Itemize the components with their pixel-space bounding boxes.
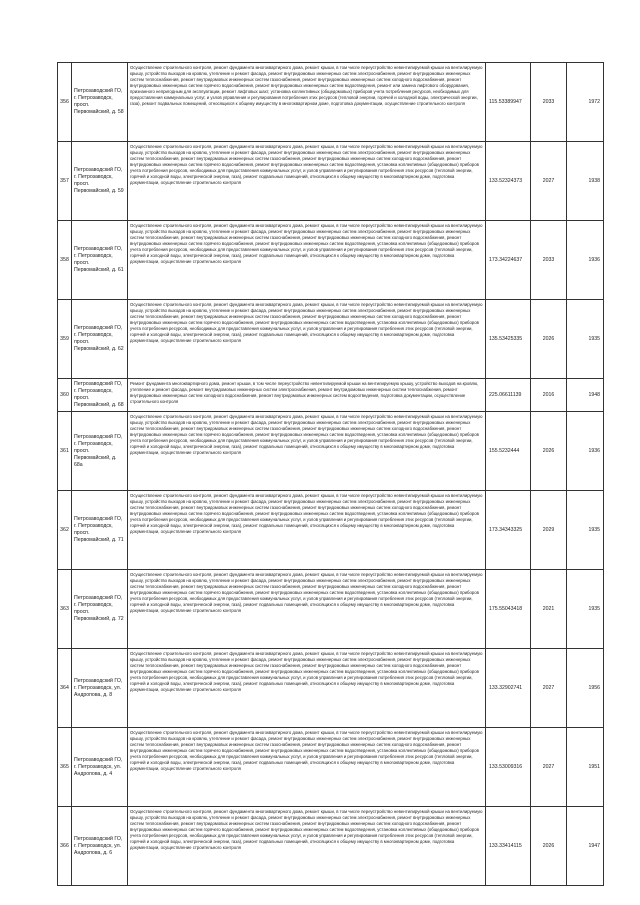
address-cell: Петрозаводский ГО, г. Петрозаводск, просп. Первомайский, д. 62 (72, 300, 128, 379)
planned-year-cell: 2026 (531, 807, 567, 886)
planned-year-cell: 2033 (531, 221, 567, 300)
table-row (58, 300, 604, 379)
address-cell: Петрозаводский ГО, г. Петрозаводск, просп. Первомайский, д. 59 (72, 142, 128, 221)
table-row (58, 412, 604, 491)
cost-value-cell: 115.53389947 (486, 63, 531, 142)
works-list-cell: Осуществление строительного контроля, ремонт фундамента многоквартирного дома, ремонт крыши, в том числе переустройство невентилируемой крыши на вентилируемую крышу, устройство выходов на кровлю, утепление и ремонт фасада, ремонт внутридомовых инженерных систем электроснабжения, ремонт внутридомовых инженерных систем теплоснабжения, ремонт внутридомовых инженерных систем газоснабжения, ремонт внутридомовых инженерных систем холодного водоснабжения, ремонт внутридомовых инженерных систем горячего водоснабжения, ремонт внутридомовых инженерных систем водоотведения, установка коллективных (общедомовых) приборов учета потребления ресурсов, необходимых для предоставления коммунальных услуг, и узлов управления и регулирования потребления этих ресурсов (тепловой энергии, горячей и холодной воды, электрической энергии, газа), ремонт подвальных помещений, относящихся к общему имуществу в многоквартирном доме, подготовка документации, осуществление строительного контроля (128, 221, 486, 300)
cost-value-cell: 225.06611139 (486, 379, 531, 412)
planned-year-cell: 2027 (531, 649, 567, 728)
build-year-cell: 1948 (567, 379, 604, 412)
works-list-cell: Осуществление строительного контроля, ремонт фундамента многоквартирного дома, ремонт крыши, в том числе переустройство невентилируемой крыши на вентилируемую крышу, устройство выходов на кровлю, утепление и ремонт фасада, ремонт внутридомовых инженерных систем электроснабжения, ремонт внутридомовых инженерных систем теплоснабжения, ремонт внутридомовых инженерных систем газоснабжения, ремонт внутридомовых инженерных систем холодного водоснабжения, ремонт внутридомовых инженерных систем горячего водоснабжения, ремонт внутридомовых инженерных систем водоотведения, установка коллективных (общедомовых) приборов учета потребления ресурсов, необходимых для предоставления коммунальных услуг, и узлов управления и регулирования потребления этих ресурсов (тепловой энергии, горячей и холодной воды, электрической энергии, газа), ремонт подвальных помещений, относящихся к общему имуществу в многоквартирном доме, подготовка документации, осуществление строительного контроля (128, 807, 486, 886)
cost-value-cell: 135.53425335 (486, 300, 531, 379)
planned-year-cell: 2029 (531, 491, 567, 570)
build-year-cell: 1951 (567, 728, 604, 807)
works-list-cell: Осуществление строительного контроля, ремонт фундамента многоквартирного дома, ремонт крыши, в том числе переустройство невентилируемой крыши на вентилируемую крышу, устройство выходов на кровлю, утепление и ремонт фасада, ремонт внутридомовых инженерных систем электроснабжения, ремонт внутридомовых инженерных систем теплоснабжения, ремонт внутридомовых инженерных систем газоснабжения, ремонт внутридомовых инженерных систем холодного водоснабжения, ремонт внутридомовых инженерных систем горячего водоснабжения, ремонт внутридомовых инженерных систем водоотведения, установка коллективных (общедомовых) приборов учета потребления ресурсов, необходимых для предоставления коммунальных услуг, и узлов управления и регулирования потребления этих ресурсов (тепловой энергии, горячей и холодной воды, электрической энергии, газа), ремонт подвальных помещений, относящихся к общему имуществу в многоквартирном доме, подготовка документации, осуществление строительного контроля (128, 491, 486, 570)
address-cell: Петрозаводский ГО, г. Петрозаводск, просп. Первомайский, д. 71 (72, 491, 128, 570)
row-number-cell: 358 (58, 221, 72, 300)
address-cell: Петрозаводский ГО, г. Петрозаводск, просп. Первомайский, д. 61 (72, 221, 128, 300)
works-list-cell: Осуществление строительного контроля, ремонт фундамента многоквартирного дома, ремонт крыши, в том числе переустройство невентилируемой крыши на вентилируемую крышу, устройство выходов на кровлю, утепление и ремонт фасада, ремонт внутридомовых инженерных систем электроснабжения, ремонт внутридомовых инженерных систем теплоснабжения, ремонт внутридомовых инженерных систем газоснабжения, ремонт внутридомовых инженерных систем холодного водоснабжения, ремонт внутридомовых инженерных систем горячего водоснабжения, ремонт внутридомовых инженерных систем водоотведения, установка коллективных (общедомовых) приборов учета потребления ресурсов, необходимых для предоставления коммунальных услуг, и узлов управления и регулирования потребления этих ресурсов (тепловой энергии, горячей и холодной воды, электрической энергии, газа), ремонт подвальных помещений, относящихся к общему имуществу в многоквартирном доме, подготовка документации, осуществление строительного контроля (128, 649, 486, 728)
planned-year-cell: 2027 (531, 142, 567, 221)
address-cell: Петрозаводский ГО, г. Петрозаводск, просп. Первомайский, д. 58 (72, 63, 128, 142)
row-number-cell: 362 (58, 491, 72, 570)
address-cell: Петрозаводский ГО, г. Петрозаводск, ул. Андропова, д. 4 (72, 728, 128, 807)
works-list-cell: Осуществление строительного контроля, ремонт фундамента многоквартирного дома, ремонт крыши, в том числе переустройство невентилируемой крыши на вентилируемую крышу, устройство выходов на кровлю, утепление и ремонт фасада, ремонт внутридомовых инженерных систем электроснабжения, ремонт внутридомовых инженерных систем теплоснабжения, ремонт внутридомовых инженерных систем газоснабжения, ремонт внутридомовых инженерных систем холодного водоснабжения, ремонт внутридомовых инженерных систем горячего водоснабжения, ремонт внутридомовых инженерных систем водоотведения, установка коллективных (общедомовых) приборов учета потребления ресурсов, необходимых для предоставления коммунальных услуг, и узлов управления и регулирования потребления этих ресурсов (тепловой энергии, горячей и холодной воды, электрической энергии, газа), ремонт подвальных помещений, относящихся к общему имуществу в многоквартирном доме, подготовка документации, осуществление строительного контроля (128, 142, 486, 221)
works-list-cell: Осуществление строительного контроля, ремонт фундамента многоквартирного дома, ремонт крыши, в том числе переустройство невентилируемой крыши на вентилируемую крышу, устройство выходов на кровлю, утепление и ремонт фасада, ремонт внутридомовых инженерных систем электроснабжения, ремонт внутридомовых инженерных систем теплоснабжения, ремонт внутридомовых инженерных систем газоснабжения, ремонт внутридомовых инженерных систем холодного водоснабжения, ремонт внутридомовых инженерных систем горячего водоснабжения, ремонт внутридомовых инженерных систем водоотведения, установка коллективных (общедомовых) приборов учета потребления ресурсов, необходимых для предоставления коммунальных услуг, и узлов управления и регулирования потребления этих ресурсов (тепловой энергии, горячей и холодной воды, электрической энергии, газа), ремонт подвальных помещений, относящихся к общему имуществу в многоквартирном доме, подготовка документации, осуществление строительного контроля (128, 728, 486, 807)
row-number-cell: 364 (58, 649, 72, 728)
row-number-cell: 365 (58, 728, 72, 807)
cost-value-cell: 133.53009316 (486, 728, 531, 807)
capital-repair-table (57, 62, 604, 886)
planned-year-cell: 2016 (531, 379, 567, 412)
row-number-cell: 361 (58, 412, 72, 491)
table-body (58, 63, 604, 886)
planned-year-cell: 2026 (531, 300, 567, 379)
build-year-cell: 1938 (567, 142, 604, 221)
build-year-cell: 1956 (567, 649, 604, 728)
works-list-cell: Осуществление строительного контроля, ремонт фундамента многоквартирного дома, ремонт крыши, в том числе переустройство невентилируемой крыши на вентилируемую крышу, устройство выходов на кровлю, утепление и ремонт фасада, ремонт внутридомовых инженерных систем электроснабжения, ремонт внутридомовых инженерных систем теплоснабжения, ремонт внутридомовых инженерных систем газоснабжения, ремонт внутридомовых инженерных систем холодного водоснабжения, ремонт внутридомовых инженерных систем горячего водоснабжения, ремонт внутридомовых инженерных систем водоотведения, ремонт или замена лифтового оборудования, признанного непригодным для эксплуатации, ремонт лифтовых шахт, установка коллективных (общедомовых) приборов учета потребления ресурсов, необходимых для предоставления коммунальных услуг, и узлов управления и регулирования потребления этих ресурсов (тепловой энергии, горячей и холодной воды, электрической энергии, газа), ремонт подвальных помещений, относящихся к общему имуществу в многоквартирном доме, подготовка документации, осуществление строительного контроля (128, 63, 486, 142)
table-row (58, 379, 604, 412)
cost-value-cell: 133.32902741 (486, 649, 531, 728)
row-number-cell: 363 (58, 570, 72, 649)
works-list-cell: Осуществление строительного контроля, ремонт фундамента многоквартирного дома, ремонт крыши, в том числе переустройство невентилируемой крыши на вентилируемую крышу, устройство выходов на кровлю, утепление и ремонт фасада, ремонт внутридомовых инженерных систем электроснабжения, ремонт внутридомовых инженерных систем теплоснабжения, ремонт внутридомовых инженерных систем газоснабжения, ремонт внутридомовых инженерных систем холодного водоснабжения, ремонт внутридомовых инженерных систем горячего водоснабжения, ремонт внутридомовых инженерных систем водоотведения, установка коллективных (общедомовых) приборов учета потребления ресурсов, необходимых для предоставления коммунальных услуг, и узлов управления и регулирования потребления этих ресурсов (тепловой энергии, горячей и холодной воды, электрической энергии, газа), ремонт подвальных помещений, относящихся к общему имуществу в многоквартирном доме, подготовка документации, осуществление строительного контроля (128, 300, 486, 379)
planned-year-cell: 2027 (531, 728, 567, 807)
planned-year-cell: 2033 (531, 63, 567, 142)
table-row (58, 728, 604, 807)
planned-year-cell: 2021 (531, 570, 567, 649)
cost-value-cell: 173.34224637 (486, 221, 531, 300)
build-year-cell: 1936 (567, 412, 604, 491)
row-number-cell: 360 (58, 379, 72, 412)
planned-year-cell: 2026 (531, 412, 567, 491)
works-list-cell: Ремонт фундамента многоквартирного дома, ремонт крыши, в том числе переустройство невентилируемой крыши на вентилируемую крышу, устройство выходов на кровлю, утепление и ремонт фасада, ремонт внутридомовых инженерных систем электроснабжения, ремонт внутридомовых инженерных систем теплоснабжения, ремонт внутридомовых инженерных систем холодного водоснабжения, ремонт внутридомовых инженерных систем водоотведения, подготовка документации, осуществление строительного контроля (128, 379, 486, 412)
address-cell: Петрозаводский ГО, г. Петрозаводск, просп. Первомайский, д. 72 (72, 570, 128, 649)
build-year-cell: 1936 (567, 221, 604, 300)
address-cell: Петрозаводский ГО, г. Петрозаводск, ул. Андропова, д. 8 (72, 649, 128, 728)
address-cell: Петрозаводский ГО, г. Петрозаводск, просп. Первомайский, д. 68 (72, 379, 128, 412)
build-year-cell: 1935 (567, 300, 604, 379)
cost-value-cell: 133.52324373 (486, 142, 531, 221)
works-list-cell: Осуществление строительного контроля, ремонт фундамента многоквартирного дома, ремонт крыши, в том числе переустройство невентилируемой крыши на вентилируемую крышу, устройство выходов на кровлю, утепление и ремонт фасада, ремонт внутридомовых инженерных систем электроснабжения, ремонт внутридомовых инженерных систем теплоснабжения, ремонт внутридомовых инженерных систем газоснабжения, ремонт внутридомовых инженерных систем холодного водоснабжения, ремонт внутридомовых инженерных систем горячего водоснабжения, ремонт внутридомовых инженерных систем водоотведения, установка коллективных (общедомовых) приборов учета потребления ресурсов, необходимых для предоставления коммунальных услуг, и узлов управления и регулирования потребления этих ресурсов (тепловой энергии, горячей и холодной воды, электрической энергии, газа), ремонт подвальных помещений, относящихся к общему имуществу в многоквартирном доме, подготовка документации, осуществление строительного контроля (128, 412, 486, 491)
table-row (58, 570, 604, 649)
cost-value-cell: 133.33414115 (486, 807, 531, 886)
build-year-cell: 1935 (567, 491, 604, 570)
works-list-cell: Осуществление строительного контроля, ремонт фундамента многоквартирного дома, ремонт крыши, в том числе переустройство невентилируемой крыши на вентилируемую крышу, устройство выходов на кровлю, утепление и ремонт фасада, ремонт внутридомовых инженерных систем электроснабжения, ремонт внутридомовых инженерных систем теплоснабжения, ремонт внутридомовых инженерных систем газоснабжения, ремонт внутридомовых инженерных систем холодного водоснабжения, ремонт внутридомовых инженерных систем горячего водоснабжения, ремонт внутридомовых инженерных систем водоотведения, установка коллективных (общедомовых) приборов учета потребления ресурсов, необходимых для предоставления коммунальных услуг, и узлов управления и регулирования потребления этих ресурсов (тепловой энергии, горячей и холодной воды, электрической энергии, газа), ремонт подвальных помещений, относящихся к общему имуществу в многоквартирном доме, подготовка документации, осуществление строительного контроля (128, 570, 486, 649)
table-row (58, 221, 604, 300)
cost-value-cell: 175.55043418 (486, 570, 531, 649)
build-year-cell: 1972 (567, 63, 604, 142)
table-row (58, 649, 604, 728)
build-year-cell: 1935 (567, 570, 604, 649)
row-number-cell: 366 (58, 807, 72, 886)
table-row (58, 63, 604, 142)
address-cell: Петрозаводский ГО, г. Петрозаводск, ул. Андропова, д. 6 (72, 807, 128, 886)
table-row (58, 142, 604, 221)
row-number-cell: 357 (58, 142, 72, 221)
build-year-cell: 1947 (567, 807, 604, 886)
table-row (58, 491, 604, 570)
cost-value-cell: 173.34343325 (486, 491, 531, 570)
row-number-cell: 359 (58, 300, 72, 379)
address-cell: Петрозаводский ГО, г. Петрозаводск, просп. Первомайский, д. 68а (72, 412, 128, 491)
cost-value-cell: 155.5232444 (486, 412, 531, 491)
row-number-cell: 356 (58, 63, 72, 142)
table-row (58, 807, 604, 886)
